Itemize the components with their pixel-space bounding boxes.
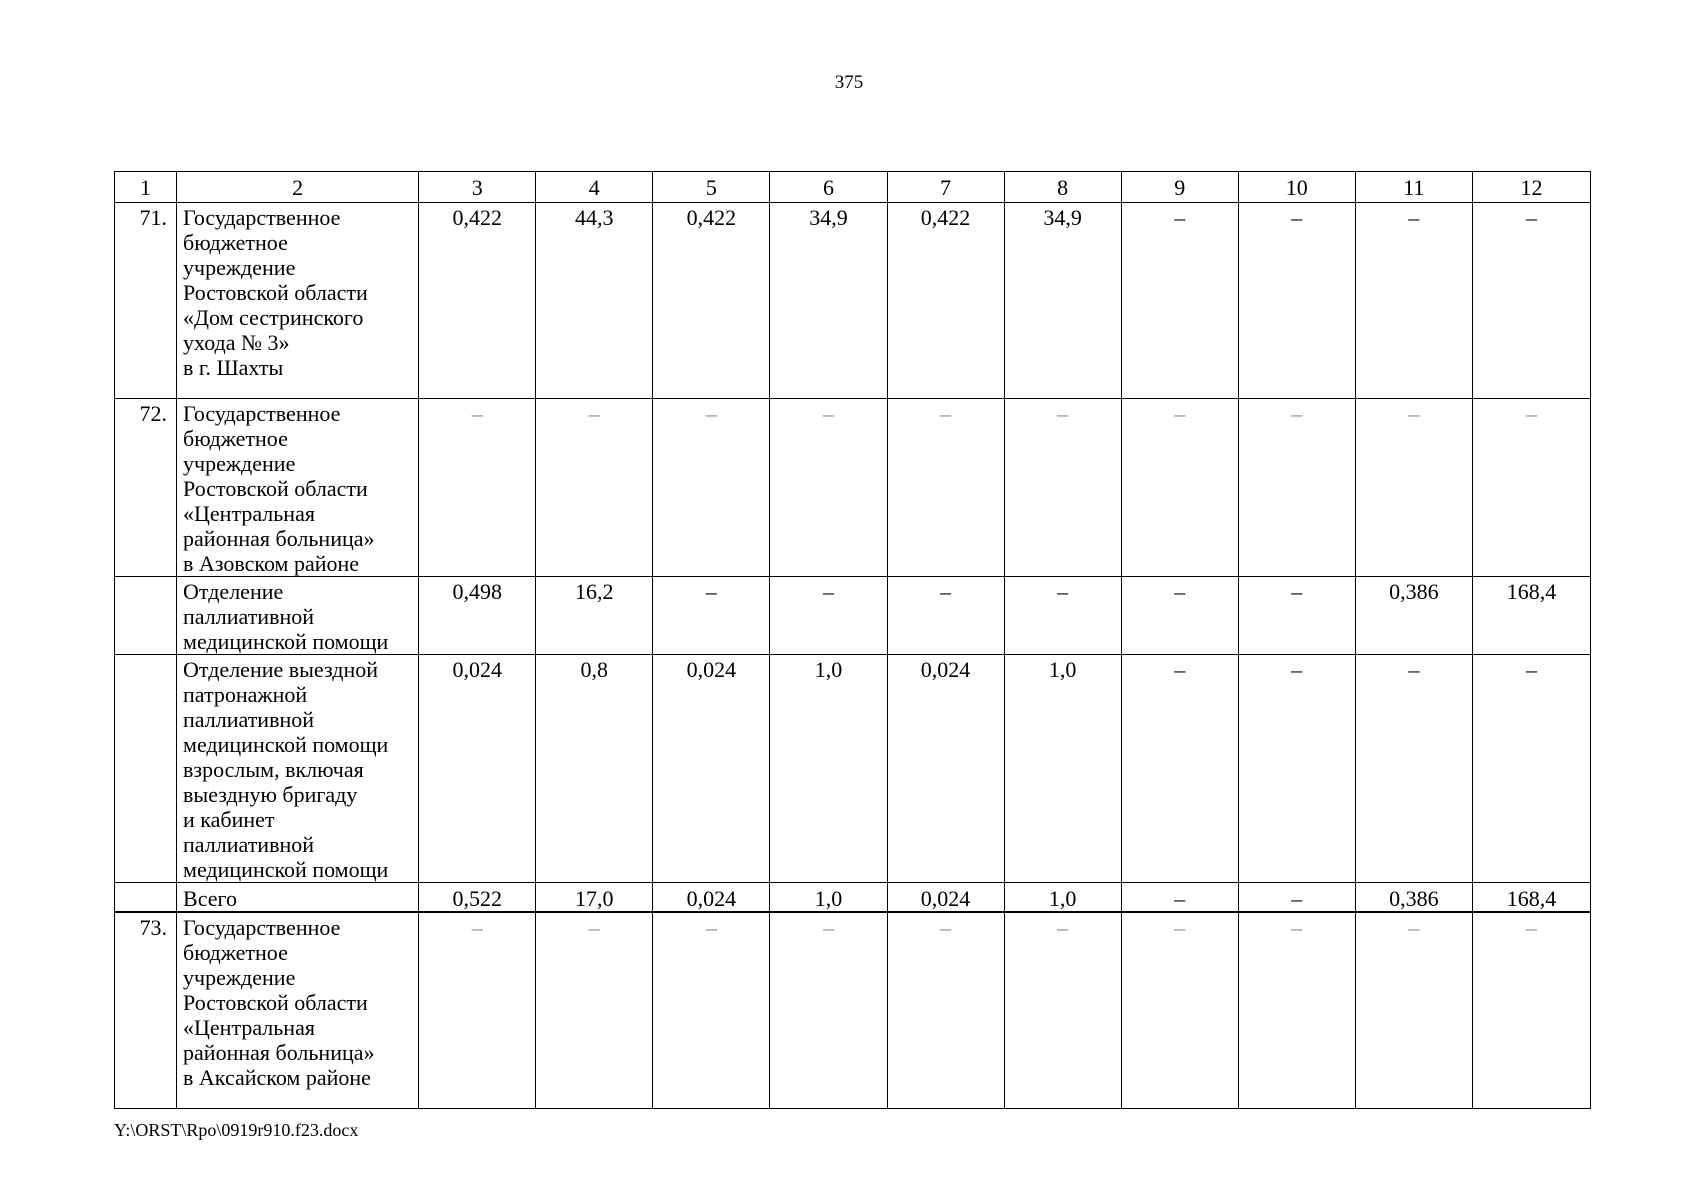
name-line: Ростовской области	[183, 476, 368, 501]
institution-name	[177, 577, 419, 655]
column-header-11: 11	[1355, 172, 1472, 203]
name-line: выездную бригаду	[183, 782, 358, 807]
value-cell-col-4: –	[536, 399, 653, 577]
value-cell-col-10: –	[1238, 912, 1355, 1108]
name-line: паллиативной	[183, 832, 315, 857]
value-cell-col-8: 1,0	[1004, 883, 1121, 913]
name-line: Государственное	[183, 205, 341, 230]
name-line: взрослым, включая	[183, 757, 364, 782]
value-cell-col-12: –	[1472, 399, 1590, 577]
name-line: Отделение выездной	[183, 657, 378, 682]
column-header-6: 6	[770, 172, 887, 203]
table-row	[115, 912, 1591, 1108]
value-cell-col-8: –	[1004, 577, 1121, 655]
value-cell-col-11: –	[1355, 655, 1472, 883]
value-cell-col-3: 0,422	[419, 203, 536, 399]
value-cell-col-10: –	[1238, 203, 1355, 399]
row-number	[115, 655, 177, 883]
name-line: бюджетное	[183, 230, 288, 255]
value-cell-col-10: –	[1238, 655, 1355, 883]
name-line: ухода № 3»	[183, 330, 290, 355]
value-cell-col-7: –	[887, 577, 1004, 655]
row-number: 73.	[115, 912, 177, 1108]
table-row	[115, 203, 1591, 399]
value-cell-col-8: 34,9	[1004, 203, 1121, 399]
value-cell-col-4: 44,3	[536, 203, 653, 399]
name-line: паллиативной	[183, 604, 315, 629]
name-line: патронажной	[183, 682, 308, 707]
name-line: в Аксайском районе	[183, 1065, 371, 1090]
name-line: «Центральная	[183, 1015, 315, 1040]
row-number: 72.	[115, 399, 177, 577]
row-number	[115, 577, 177, 655]
name-line: паллиативной	[183, 707, 315, 732]
table-row	[115, 577, 1591, 655]
value-cell-col-9: –	[1121, 203, 1238, 399]
value-cell-col-11: –	[1355, 912, 1472, 1108]
value-cell-col-9: –	[1121, 577, 1238, 655]
value-cell-col-10: –	[1238, 883, 1355, 913]
name-line: Ростовской области	[183, 990, 368, 1015]
name-line: районная больница»	[183, 526, 375, 551]
column-header-8: 8	[1004, 172, 1121, 203]
value-cell-col-6: 1,0	[770, 655, 887, 883]
column-header-9: 9	[1121, 172, 1238, 203]
institution-name	[177, 912, 419, 1108]
value-cell-col-6: –	[770, 399, 887, 577]
value-cell-col-9: –	[1121, 912, 1238, 1108]
name-line: Государственное	[183, 915, 341, 940]
name-line: учреждение	[183, 255, 296, 280]
table-row	[115, 399, 1591, 577]
institution-name	[177, 203, 419, 399]
row-number: 71.	[115, 203, 177, 399]
name-line: Всего	[183, 886, 237, 911]
name-line: медицинской помощи	[183, 629, 389, 654]
value-cell-col-10: –	[1238, 577, 1355, 655]
institution-name	[177, 655, 419, 883]
value-cell-col-5: 0,422	[653, 203, 770, 399]
value-cell-col-7: 0,024	[887, 655, 1004, 883]
name-line: районная больница»	[183, 1040, 375, 1065]
name-line: в г. Шахты	[183, 355, 284, 380]
value-cell-col-4: –	[536, 912, 653, 1108]
value-cell-col-9: –	[1121, 883, 1238, 913]
header-row	[115, 172, 1591, 203]
name-line: учреждение	[183, 965, 296, 990]
institution-name	[177, 399, 419, 577]
name-line: «Центральная	[183, 501, 315, 526]
institution-name	[177, 883, 419, 913]
column-header-10: 10	[1238, 172, 1355, 203]
value-cell-col-12: 168,4	[1472, 883, 1590, 913]
value-cell-col-10: –	[1238, 399, 1355, 577]
value-cell-col-11: –	[1355, 399, 1472, 577]
value-cell-col-7: 0,024	[887, 883, 1004, 913]
value-cell-col-4: 16,2	[536, 577, 653, 655]
name-line: Отделение	[183, 579, 284, 604]
table-row	[115, 655, 1591, 883]
value-cell-col-6: 1,0	[770, 883, 887, 913]
value-cell-col-3: 0,498	[419, 577, 536, 655]
name-line: Ростовской области	[183, 280, 368, 305]
column-header-7: 7	[887, 172, 1004, 203]
column-header-12: 12	[1472, 172, 1590, 203]
value-cell-col-4: 17,0	[536, 883, 653, 913]
value-cell-col-4: 0,8	[536, 655, 653, 883]
value-cell-col-7: –	[887, 399, 1004, 577]
value-cell-col-9: –	[1121, 399, 1238, 577]
value-cell-col-8: 1,0	[1004, 655, 1121, 883]
value-cell-col-6: –	[770, 577, 887, 655]
row-number	[115, 883, 177, 913]
value-cell-col-12: –	[1472, 912, 1590, 1108]
value-cell-col-7: –	[887, 912, 1004, 1108]
page-number: 375	[834, 72, 864, 93]
value-cell-col-3: 0,024	[419, 655, 536, 883]
column-header-1: 1	[115, 172, 177, 203]
value-cell-col-8: –	[1004, 399, 1121, 577]
value-cell-col-11: 0,386	[1355, 883, 1472, 913]
data-table	[114, 171, 1591, 1109]
name-line: учреждение	[183, 451, 296, 476]
value-cell-col-12: –	[1472, 655, 1590, 883]
name-line: бюджетное	[183, 426, 288, 451]
column-header-4: 4	[536, 172, 653, 203]
value-cell-col-3: 0,522	[419, 883, 536, 913]
name-line: бюджетное	[183, 940, 288, 965]
value-cell-col-11: –	[1355, 203, 1472, 399]
value-cell-col-8: –	[1004, 912, 1121, 1108]
value-cell-col-12: 168,4	[1472, 577, 1590, 655]
file-path-footer: Y:\ORST\Rpo\0919r910.f23.docx	[114, 1120, 359, 1140]
name-line: в Азовском районе	[183, 551, 360, 576]
value-cell-col-11: 0,386	[1355, 577, 1472, 655]
value-cell-col-6: 34,9	[770, 203, 887, 399]
value-cell-col-12: –	[1472, 203, 1590, 399]
name-line: и кабинет	[183, 807, 275, 832]
value-cell-col-5: 0,024	[653, 655, 770, 883]
value-cell-col-5: –	[653, 912, 770, 1108]
table-row	[115, 883, 1591, 913]
value-cell-col-7: 0,422	[887, 203, 1004, 399]
value-cell-col-5: –	[653, 399, 770, 577]
column-header-3: 3	[419, 172, 536, 203]
column-header-5: 5	[653, 172, 770, 203]
name-line: медицинской помощи	[183, 732, 389, 757]
name-line: «Дом сестринского	[183, 305, 364, 330]
value-cell-col-5: –	[653, 577, 770, 655]
value-cell-col-5: 0,024	[653, 883, 770, 913]
value-cell-col-3: –	[419, 912, 536, 1108]
value-cell-col-3: –	[419, 399, 536, 577]
value-cell-col-9: –	[1121, 655, 1238, 883]
value-cell-col-6: –	[770, 912, 887, 1108]
column-header-2: 2	[177, 172, 419, 203]
name-line: Государственное	[183, 401, 341, 426]
name-line: медицинской помощи	[183, 857, 389, 882]
